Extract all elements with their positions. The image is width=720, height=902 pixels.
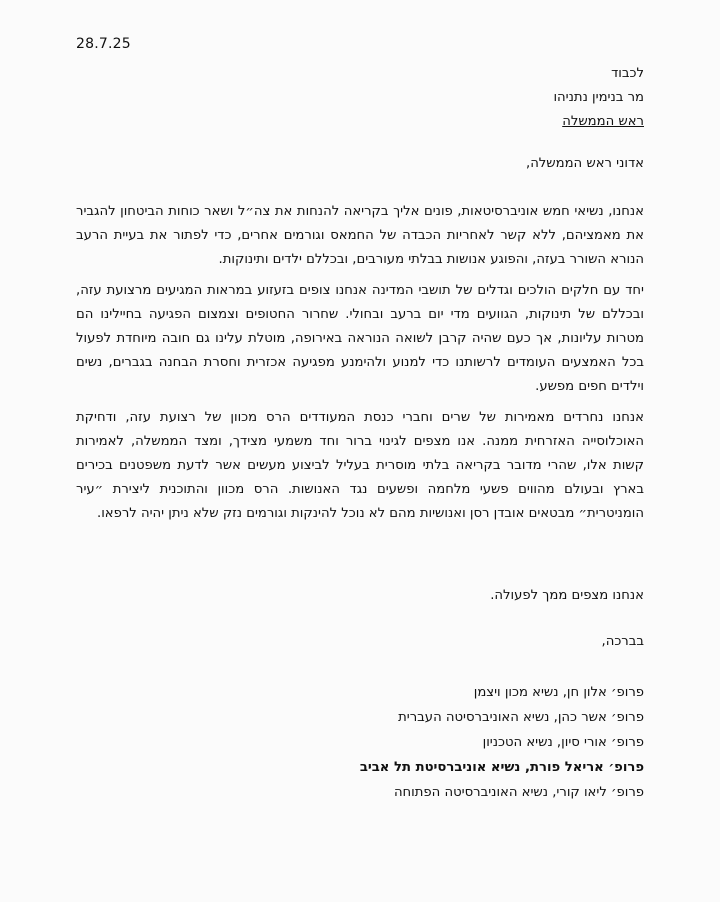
body-paragraph-3: אנחנו נחרדים מאמירות של שרים וחברי כנסת המעודדים הרס מכוון של רצועת עזה, ודחיקת האוכלוסייה האזרחית ממנה. אנו מצפים לגינוי ברור וחד משמעי מצידך, ומצד הממשלה, לאמירות קשות אלו, שהרי מדובר בקריאה בלתי מוסרית בעליל לביצוע מעשים אשר לדעת משפטנים בכירים בארץ ובעולם מהווים פשעי מלחמה ופשעים נגד האנושות. הרס מכוון והתוכנית ליצירת ״עיר הומניטרית״ מבטאים אובדן רסן ואנושיות מהם לא נוכל להינקות וגורמים נזק שלא ניתן יהיה לרפאו.: [76, 410, 644, 521]
closing-greeting: בברכה,: [601, 634, 644, 649]
signer-4: פרופ׳ אריאל פורת, נשיא אוניברסיטת תל אביב: [359, 760, 644, 775]
recipient-address: [553, 62, 644, 134]
body-paragraph-2: יחד עם חלקים הולכים וגדלים של תושבי המדינה אנחנו צופים בזעזוע במראות המגיעים מרצועת עזה, ובכללם של תינוקות, הגוועים מדי יום ברעב ובחולי. שחרור החטופים וצמצום הפגיעה בחיילינו הם מטרות עליונות, אך כעם שהיה קרבן לשואה הנוראה באירופה, מוטלת עלינו גם חובה מיוחדת לפעול בכל האמצעים העומדים לרשותנו כדי למנוע ולהימנע מפגיעה אכזרית וחסרת הבחנה בגברים, נשים וילדים חפים מפשע.: [76, 283, 644, 394]
address-line-name: מר בנימין נתניהו: [553, 90, 644, 105]
address-line-title: ראש הממשלה: [562, 114, 644, 129]
address-line-to: לכבוד: [611, 66, 644, 81]
letter-body: [76, 200, 644, 533]
signer-3: פרופ׳ אורי סיון, נשיא הטכניון: [482, 735, 644, 750]
signer-1: פרופ׳ אלון חן, נשיא מכון ויצמן: [473, 685, 644, 700]
salutation: אדוני ראש הממשלה,: [526, 156, 644, 171]
signer-2: פרופ׳ אשר כהן, נשיא האוניברסיטה העברית: [398, 710, 644, 725]
letter-date: 28.7.25: [76, 36, 131, 52]
signer-5: פרופ׳ ליאו קורי, נשיא האוניברסיטה הפתוחה: [393, 785, 644, 800]
signatories-list: [360, 680, 644, 805]
body-paragraph-1: אנחנו, נשיאי חמש אוניברסיטאות, פונים אליך בקריאה להנחות את צה״ל ושאר כוחות הביטחון להגביר את מאמציהם, ללא קשר לאחריות הכבדה של החמאס וגורמים אחרים, כדי לפתור את בעיית הרעב הנורא השורר בעזה, והפוגע אנושות בבלתי מעורבים, ובכללם ילדים ותינוקות.: [76, 204, 644, 267]
closing-expectation: אנחנו מצפים ממך לפעולה.: [490, 588, 644, 603]
